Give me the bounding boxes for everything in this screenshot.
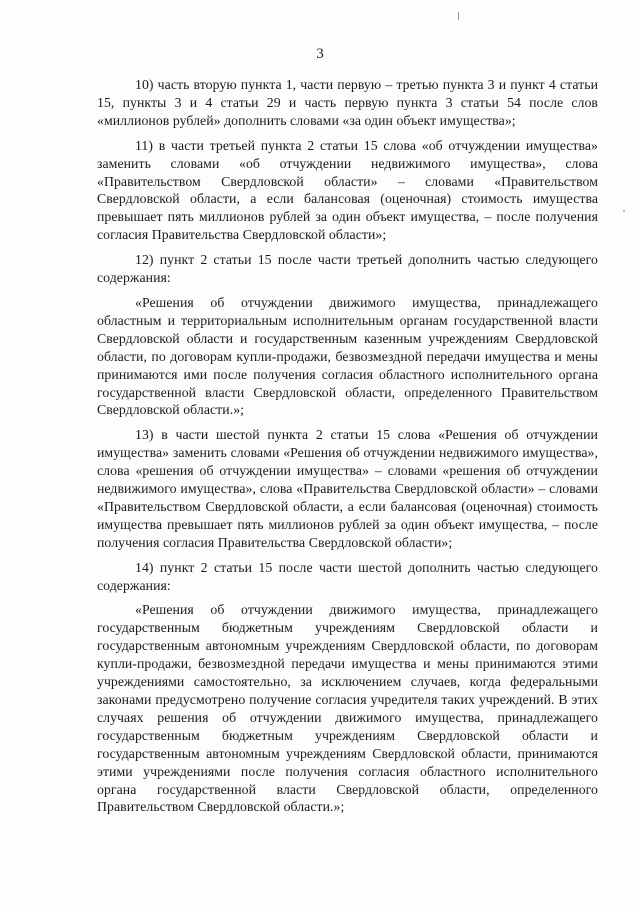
page-number: 3 xyxy=(316,46,324,62)
paragraph-12: 12) пункт 2 статьи 15 после части третьей дополнить частью следующего содержания: xyxy=(97,252,598,286)
paragraph-11: 11) в части третьей пункта 2 статьи 15 слова «об отчуждении имущества» заменить словами «об отчуждении недвижимого имущества», слова «Правительством Свердловской области» – словами «Правительством Свердловской области, а если балансовая (оценочная) стоимость имущества превышает пять миллионов рублей за один объект имущества, – после получения согласия Правительства Свердловской области»; xyxy=(97,137,598,243)
scan-dot xyxy=(623,210,625,212)
quote-paragraph-12: «Решения об отчуждении движимого имущества, принадлежащего областным и территориальным исполнительным органам государственной власти Свердловской области и государственным казенным учреждениям Свердловской области, по договорам купли-продажи, безвозмездной передачи имущества и мены принимаются ими после получения согласия областного исполнительного органа государственной власти Свердловской области, определенного Правительством Свердловской области.»; xyxy=(97,294,598,418)
scan-mark xyxy=(458,12,459,20)
quote-paragraph-14: «Решения об отчуждении движимого имущества, принадлежащего государственным бюджетным учреждениям Свердловской области и государственным автономным учреждениям Свердловской области, по договорам купли-продажи, безвозмездной передачи имущества и мены принимаются этими учреждениями самостоятельно, за исключением случаев, когда федеральными законами предусмотрено получение согласия учредителя таких учреждений. В этих случаях решения об отчуждении движимого имущества, принадлежащего государственным бюджетным учреждениям Свердловской области и государственным автономным учреждениям Свердловской области, принимаются этими учреждениями после получения согласия областного исполнительного органа государственной власти Свердловской области, определенного Правительством Свердловской области.»; xyxy=(97,602,598,815)
paragraph-14: 14) пункт 2 статьи 15 после части шестой дополнить частью следующего содержания: xyxy=(97,559,598,593)
document-body xyxy=(97,76,598,823)
paragraph-13: 13) в части шестой пункта 2 статьи 15 слова «Решения об отчуждении имущества» заменить словами «Решения об отчуждении недвижимого имущества», слова «решения об отчуждении имущества» – словами «решения об отчуждении недвижимого имущества», слова «Правительства Свердловской области» – словами «Правительством Свердловской области, а если балансовая (оценочная) стоимость имущества превышает пять миллионов рублей за один объект имущества, – после получения согласия Правительства Свердловской области»; xyxy=(97,427,598,550)
paragraph-10: 10) часть вторую пункта 1, части первую – третью пункта 3 и пункт 4 статьи 15, пункты 3 и 4 статьи 29 и часть первую пункта 3 статьи 54 после слов «миллионов рублей» дополнить словами «за один объект имущества»; xyxy=(97,77,598,128)
